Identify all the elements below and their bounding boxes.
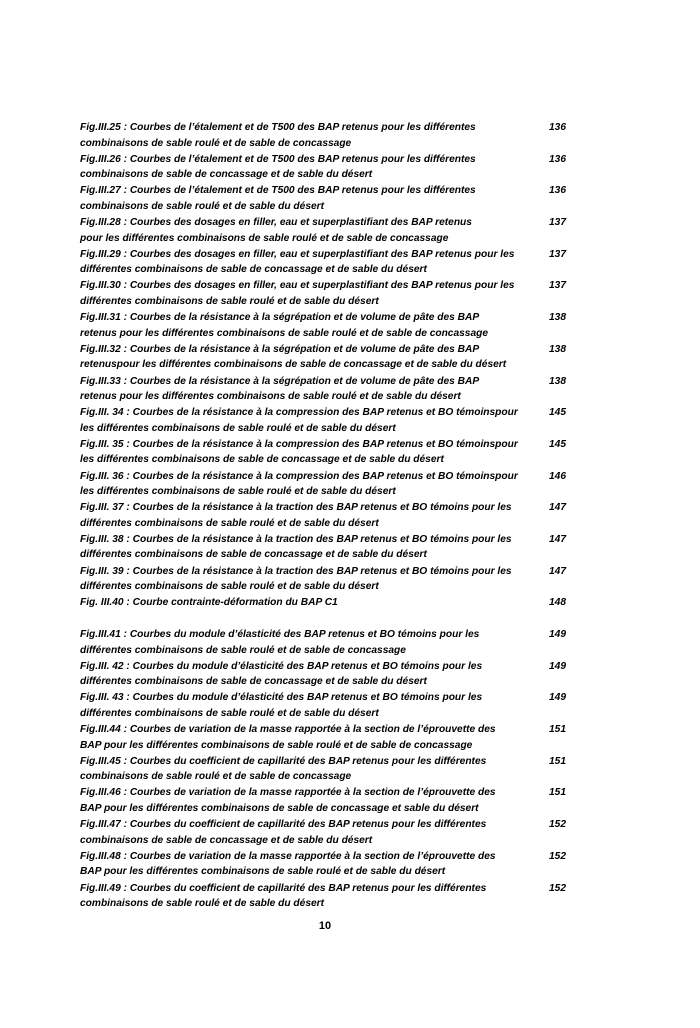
page-reference: 146	[549, 470, 566, 482]
figure-caption-line-2: BAP pour les différentes combinaisons de sable roulé et de sable du désert	[80, 866, 446, 878]
figure-caption-line-1: Fig.III.45 : Courbes du coefficient de capillarité des BAP retenus pour les différentes	[80, 755, 487, 767]
figure-caption-line-1: Fig.III. 42 : Courbes du module d’élasticité des BAP retenus et BO témoins pour les	[80, 660, 483, 672]
page-reference: 151	[549, 724, 566, 736]
page-reference: 136	[549, 185, 566, 197]
figure-caption-line-2: différentes combinaisons de sable de concassage et de sable du désert	[80, 676, 427, 688]
toc-entry	[80, 469, 578, 501]
figure-caption-line-2: combinaisons de sable de concassage et de sable du désert	[80, 169, 373, 181]
toc-entry	[80, 247, 578, 279]
figure-caption-line-2: BAP pour les différentes combinaisons de sable de concassage et sable du désert	[80, 802, 479, 814]
figure-caption-line-2: différentes combinaisons de sable roulé et de sable du désert	[80, 707, 379, 719]
list-of-figures	[80, 120, 578, 912]
figure-caption-line-1: Fig.III.29 : Courbes des dosages en filler, eau et superplastifiant des BAP retenus pour les	[80, 248, 515, 260]
figure-caption-line-2: différentes combinaisons de sable roulé et de sable du désert	[80, 517, 379, 529]
figure-caption-line-2: pour les différentes combinaisons de sable roulé et de sable de concassage	[80, 232, 449, 244]
figure-caption-line-2: différentes combinaisons de sable de concassage et de sable du désert	[80, 549, 427, 561]
page-reference: 152	[549, 819, 566, 831]
figure-caption-line-2: retenuspour les différentes combinaisons de sable de concassage et de sable du désert	[80, 359, 507, 371]
figure-caption-line-1: Fig.III.48 : Courbes de variation de la masse rapportée à la section de l’éprouvette des	[80, 850, 496, 862]
figure-caption-line-1: Fig.III.41 : Courbes du module d’élasticité des BAP retenus et BO témoins pour les	[80, 629, 480, 640]
toc-entry	[80, 405, 578, 437]
page-reference: 151	[549, 755, 566, 767]
figure-caption-line-2: retenus pour les différentes combinaisons de sable roulé et de sable du désert	[80, 391, 461, 402]
figure-caption-line-2: retenus pour les différentes combinaisons de sable roulé et de sable de concassage	[80, 327, 489, 339]
toc-entry	[80, 120, 578, 152]
figure-caption-line-2: BAP pour les différentes combinaisons de sable roulé et de sable de concassage	[80, 739, 473, 751]
figure-caption-line-1: Fig.III.46 : Courbes de variation de la masse rapportée à la section de l’éprouvette des	[80, 787, 496, 799]
figure-caption-line-1: Fig.III.33 : Courbes de la résistance à la ségrépation et de volume de pâte des BAP	[80, 375, 480, 387]
toc-entry	[80, 532, 578, 564]
toc-entry	[80, 817, 578, 849]
figure-caption-line-2: différentes combinaisons de sable roulé et de sable de concassage	[80, 644, 406, 656]
toc-entry	[80, 437, 578, 469]
figure-caption-line-1: Fig.III. 43 : Courbes du module d’élasticité des BAP retenus et BO témoins pour les	[80, 692, 483, 704]
figure-caption-line-2: combinaisons de sable de concassage et de sable du désert	[80, 834, 373, 846]
page-reference: 136	[549, 153, 566, 165]
page-reference: 152	[549, 882, 566, 894]
page-reference: 149	[549, 629, 566, 640]
toc-entry	[80, 690, 578, 722]
page-reference: 149	[549, 660, 566, 672]
page-reference: 151	[549, 787, 566, 799]
figure-caption-line-1: Fig.III.27 : Courbes de l’étalement et de T500 des BAP retenus pour les différentes	[80, 185, 476, 197]
figure-caption-line-1: Fig.III. 37 : Courbes de la résistance à la traction des BAP retenus et BO témoins pour les	[80, 502, 512, 514]
toc-entry	[80, 342, 578, 374]
page-reference: 137	[549, 248, 566, 260]
figure-caption-line-1: Fig.III.32 : Courbes de la résistance à la ségrépation et de volume de pâte des BAP	[80, 343, 480, 355]
figure-caption-line-1: Fig.III. 39 : Courbes de la résistance à la traction des BAP retenus et BO témoins pour les	[80, 565, 512, 577]
figure-caption-line-2: combinaisons de sable roulé et de sable de concassage	[80, 771, 352, 783]
figure-caption-line-2: les différentes combinaisons de sable roulé et de sable du désert	[80, 486, 396, 498]
toc-entry	[80, 659, 578, 691]
figure-caption-line-2: les différentes combinaisons de sable roulé et de sable du désert	[80, 422, 396, 434]
toc-entry	[80, 215, 578, 247]
page-reference: 137	[549, 217, 566, 229]
page-reference: 145	[549, 407, 566, 419]
figure-caption-line-2: différentes combinaisons de sable roulé et de sable du désert	[80, 295, 379, 307]
figure-caption-line-1: Fig.III.31 : Courbes de la résistance à la ségrépation et de volume de pâte des BAP	[80, 312, 480, 324]
toc-entry	[80, 595, 578, 627]
toc-entry	[80, 183, 578, 215]
figure-caption-line-1: Fig.III.26 : Courbes de l’étalement et de T500 des BAP retenus pour les différentes	[80, 153, 476, 165]
figure-caption-line-2: les différentes combinaisons de sable de concassage et de sable du désert	[80, 454, 444, 466]
page-reference: 136	[549, 122, 566, 133]
page-reference: 152	[549, 850, 566, 862]
figure-caption-line-2: combinaisons de sable roulé et de sable du désert	[80, 200, 325, 212]
toc-entry	[80, 310, 578, 342]
page-reference: 149	[549, 692, 566, 704]
page-reference: 148	[549, 597, 566, 609]
figure-caption-line-1: Fig.III. 36 : Courbes de la résistance à la compression des BAP retenus et BO témoinspour	[80, 470, 518, 482]
toc-entry	[80, 278, 578, 310]
figure-caption-line-1: Fig. III.40 : Courbe contrainte-déformation du BAP C1	[80, 597, 338, 609]
figure-caption-line-1: Fig.III.44 : Courbes de variation de la masse rapportée à la section de l’éprouvette des	[80, 724, 496, 736]
toc-entry	[80, 881, 578, 913]
page-reference: 145	[549, 438, 566, 450]
page-reference: 138	[549, 312, 566, 324]
page-reference: 138	[549, 375, 566, 387]
toc-entry	[80, 849, 578, 881]
page-reference: 147	[549, 533, 566, 545]
toc-entry	[80, 374, 578, 406]
figure-caption-line-1: Fig.III.25 : Courbes de l’étalement et de T500 des BAP retenus pour les différentes	[80, 122, 476, 133]
figure-caption-line-1: Fig.III. 35 : Courbes de la résistance à la compression des BAP retenus et BO témoinspour	[80, 438, 518, 450]
figure-caption-line-2: combinaisons de sable roulé et de sable de concassage	[80, 137, 352, 149]
toc-entry	[80, 152, 578, 184]
toc-entry	[80, 722, 578, 754]
page-number: 10	[318, 920, 332, 932]
toc-entry	[80, 564, 578, 596]
toc-entry	[80, 500, 578, 532]
figure-caption-line-1: Fig.III.30 : Courbes des dosages en filler, eau et superplastifiant des BAP retenus pour les	[80, 280, 515, 292]
page-reference: 147	[549, 502, 566, 514]
page-reference: 147	[549, 565, 566, 577]
toc-entry	[80, 627, 578, 659]
page-reference: 138	[549, 343, 566, 355]
figure-caption-line-2: différentes combinaisons de sable de concassage et de sable du désert	[80, 264, 427, 276]
figure-caption-line-1: Fig.III. 38 : Courbes de la résistance à la traction des BAP retenus et BO témoins pour les	[80, 533, 512, 545]
figure-caption-line-1: Fig.III.28 : Courbes des dosages en filler, eau et superplastifiant des BAP retenus	[80, 217, 472, 229]
figure-caption-line-2: combinaisons de sable roulé et de sable du désert	[80, 898, 325, 909]
toc-entry	[80, 785, 578, 817]
figure-caption-line-1: Fig.III.49 : Courbes du coefficient de capillarité des BAP retenus pour les différentes	[80, 882, 487, 894]
figure-caption-line-2: différentes combinaisons de sable roulé et de sable du désert	[80, 581, 379, 593]
figure-caption-line-1: Fig.III.47 : Courbes du coefficient de capillarité des BAP retenus pour les différentes	[80, 819, 487, 831]
figure-caption-line-1: Fig.III. 34 : Courbes de la résistance à la compression des BAP retenus et BO témoinspour	[80, 407, 518, 419]
page-reference: 137	[549, 280, 566, 292]
toc-entry	[80, 754, 578, 786]
